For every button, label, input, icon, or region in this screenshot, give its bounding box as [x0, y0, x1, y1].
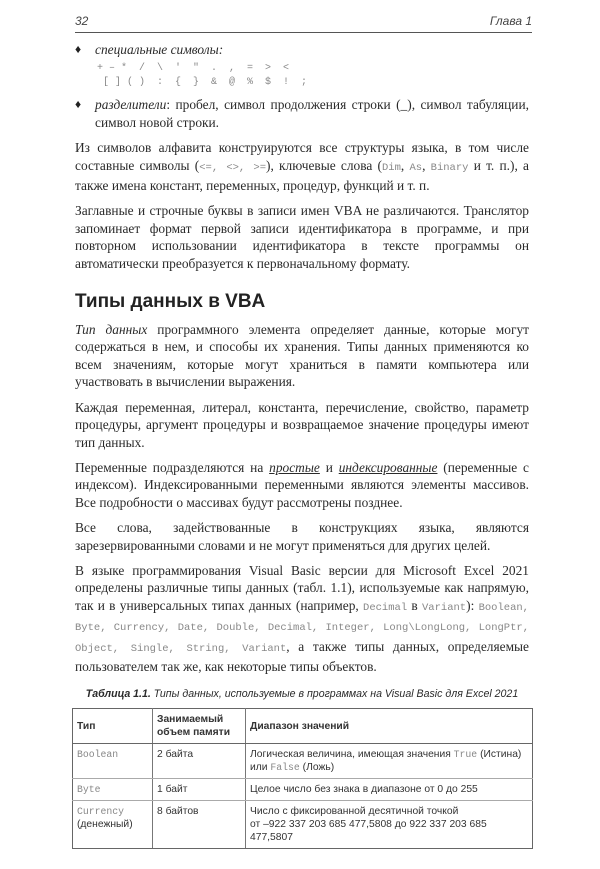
- list-item-separators: [75, 96, 529, 131]
- symbols-row: + – * / \ ' " . , = > <: [97, 63, 290, 75]
- paragraph: [75, 562, 529, 675]
- table-row: [73, 779, 533, 801]
- table-row: [73, 744, 533, 779]
- type-name: Currency: [77, 806, 125, 818]
- text-segment: ,: [400, 157, 410, 173]
- text-segment: Число с фиксированной десятичной точкой: [250, 806, 459, 818]
- paragraph: [75, 139, 529, 194]
- paragraph: [75, 399, 529, 451]
- list-item-text: : пробел, символ продолжения строки (_), символ табуляции, символ новой строки.: [95, 97, 529, 130]
- range-cell: [246, 779, 533, 801]
- code-text: Dim: [381, 161, 401, 174]
- type-cell: [73, 779, 153, 801]
- table-caption-label: Таблица 1.1.: [85, 688, 151, 701]
- size-cell: 8 байтов: [153, 801, 246, 849]
- range-cell: [246, 744, 533, 779]
- text-segment: и т. п.), а также имена констант, переменных, процедур, функций и т. п.: [75, 157, 529, 194]
- range-cell: [246, 801, 533, 849]
- table-header-row: [73, 709, 533, 744]
- list-item-special-symbols: [75, 41, 529, 90]
- text-segment: и: [319, 459, 339, 475]
- code-text: Boolean, Byte, Currency, Date, Double, Decimal, Integer, Long\LongLong, LongPtr, Object, Single, String, Variant: [75, 601, 529, 655]
- code-text: Binary: [430, 161, 469, 174]
- type-name: Boolean: [77, 749, 119, 761]
- table-body: [73, 744, 533, 849]
- text-segment: Целое число без знака в диапазоне от 0 до 255: [250, 784, 478, 796]
- paragraph: [75, 321, 529, 391]
- paragraph: [75, 519, 529, 554]
- list-item-label: разделители: [95, 97, 167, 113]
- type-note: (денежный): [77, 819, 133, 831]
- chapter-title: Глава 1: [489, 14, 532, 28]
- section-paragraphs: [75, 321, 529, 675]
- text-segment: (переменные с индексом). Индексированными переменными являются элементы массивов. Все подробности о массивах будут рассмотрены позднее.: [75, 459, 529, 510]
- text-segment: простые: [269, 459, 320, 475]
- table-caption-text: Типы данных, используемые в программах на Visual Basic для Excel 2021: [150, 688, 519, 701]
- code-text: As: [409, 161, 423, 174]
- text-segment: (Ложь): [299, 762, 335, 774]
- text-segment: Логическая величина, имеющая значения: [250, 749, 454, 761]
- type-cell: [73, 801, 153, 849]
- code-text: <=, <>, >=: [199, 161, 266, 174]
- data-types-table: [72, 708, 533, 849]
- table-row: [73, 801, 533, 849]
- code-text: Variant: [422, 601, 467, 614]
- code-text: Decimal: [363, 601, 408, 614]
- section-heading: Типы данных в VBA: [75, 291, 266, 313]
- text-segment: Тип данных: [75, 322, 148, 338]
- code-text: False: [270, 762, 300, 774]
- symbols-row: [ ] ( ) : { } & @ % $ ! ;: [97, 77, 308, 89]
- page-body: [75, 0, 529, 869]
- page-number: 32: [75, 14, 89, 28]
- type-cell: [73, 744, 153, 779]
- text-segment: от –922 337 203 685 477,5808 до 922 337 203 685 477,5807: [250, 819, 487, 844]
- text-segment: программного элемента определяет данные, которые могут содержаться в нем, и способы их хранения. Типы данных применяются ко всем значениям, которые могут храниться в памяти компьютера или участвовать в вычислении выражения.: [75, 322, 529, 390]
- paragraph: [75, 202, 529, 272]
- size-cell: 1 байт: [153, 779, 246, 801]
- text-segment: ):: [466, 597, 479, 613]
- text-segment: Каждая переменная, литерал, константа, перечисление, свойство, параметр процедуры, аргумент процедуры и возвращаемое значение процедуры имеют тип данных.: [75, 399, 529, 450]
- text-segment: (Истина) или: [250, 749, 522, 774]
- column-header: Диапазон значений: [246, 709, 533, 744]
- diamond-bullet-icon: ♦: [75, 42, 82, 56]
- code-text: True: [453, 749, 478, 761]
- type-name: Byte: [77, 784, 101, 796]
- text-segment: индексированные: [338, 459, 438, 475]
- text-segment: ), ключевые слова (: [266, 157, 382, 173]
- list-item-label: специальные символы:: [95, 42, 224, 57]
- table-caption: [75, 687, 529, 701]
- text-segment: в: [407, 597, 422, 613]
- text-segment: Заглавные и строчные буквы в записи имен VBA не различаются. Транслятор запоминает формат первой записи идентификатора в программе, и при повторном использовании идентификатора в тексте программы он автоматически преобразуется к первоначальному формату.: [75, 203, 529, 271]
- text-segment: , а также типы данных, определяемые пользователем так же, как некоторые типы объектов.: [75, 638, 529, 674]
- size-cell: 2 байта: [153, 744, 246, 779]
- text-segment: Все слова, задействованные в конструкциях языка, являются зарезервированными словами и не могут применяться для других целей.: [75, 520, 529, 553]
- paragraph: [75, 459, 529, 511]
- intro-paragraphs: [75, 139, 529, 272]
- diamond-bullet-icon: ♦: [75, 97, 82, 112]
- column-header: Занимаемый объем памяти: [153, 709, 246, 744]
- column-header: Тип: [73, 709, 153, 744]
- text-segment: Из символов алфавита конструируются все структуры языка, в том числе составные символы (: [75, 140, 529, 173]
- text-segment: Переменные подразделяются на: [75, 459, 270, 475]
- text-segment: В языке программирования Visual Basic версии для Microsoft Excel 2021 определены различные типы данных (табл. 1.1), используемые как напрямую, так и в универсальных типах данных (например,: [75, 562, 529, 613]
- text-segment: ,: [422, 157, 431, 173]
